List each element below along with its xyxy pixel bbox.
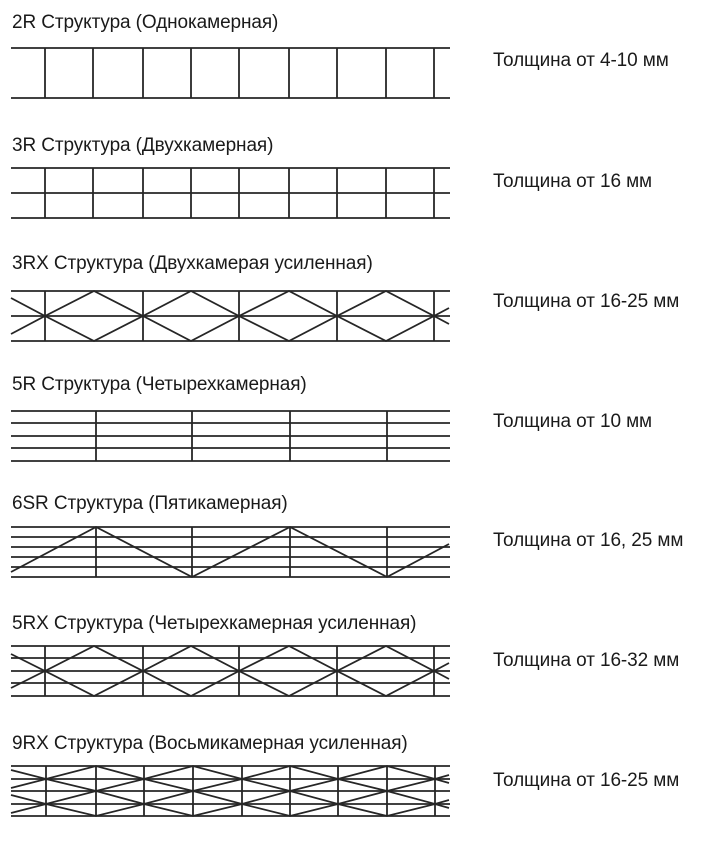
structure-diagram-3r [0, 166, 460, 220]
structure-title: 5R Структура (Четырехкамерная) [12, 374, 307, 395]
thickness-label: Толщина от 4-10 мм [493, 50, 669, 71]
thickness-label: Толщина от 10 мм [493, 411, 653, 432]
diagonal-brace-line [11, 804, 449, 816]
structure-title: 6SR Структура (Пятикамерная) [12, 493, 288, 514]
structure-title: 9RX Структура (Восьмикамерная усиленная) [12, 733, 408, 754]
thickness-label: Толщина от 16-32 мм [493, 650, 680, 671]
diagonal-brace-line [11, 316, 449, 341]
structure-diagram-9rx [0, 764, 460, 818]
thickness-label: Толщина от 16-25 мм [493, 291, 680, 312]
structure-diagram-3rx [0, 289, 460, 343]
structure-title: 3RX Структура (Двухкамерая усиленная) [12, 253, 373, 274]
structure-5rx [0, 614, 702, 724]
thickness-label: Толщина от 16 мм [493, 171, 653, 192]
diagonal-brace-line [11, 527, 449, 577]
structure-title: 5RX Структура (Четырехкамерная усиленная) [12, 613, 417, 634]
structure-6sr [0, 494, 702, 604]
structure-3r [0, 136, 702, 246]
structure-9rx [0, 734, 702, 844]
structure-5r [0, 375, 702, 485]
diagonal-brace-line [11, 766, 449, 779]
diagonal-brace-line [11, 779, 449, 791]
structure-title: 2R Структура (Однокамерная) [12, 12, 279, 33]
thickness-label: Толщина от 16-25 мм [493, 770, 680, 791]
structure-2r [0, 13, 702, 123]
structure-3rx [0, 254, 702, 364]
structure-diagram-6sr [0, 525, 460, 579]
structure-diagram-5r [0, 409, 460, 463]
diagonal-brace-line [11, 291, 449, 316]
structure-title: 3R Структура (Двухкамерная) [12, 135, 274, 156]
diagonal-brace-line [11, 791, 449, 804]
structure-diagram-5rx [0, 644, 460, 698]
thickness-label: Толщина от 16, 25 мм [493, 530, 684, 551]
structure-diagram-2r [0, 46, 460, 100]
